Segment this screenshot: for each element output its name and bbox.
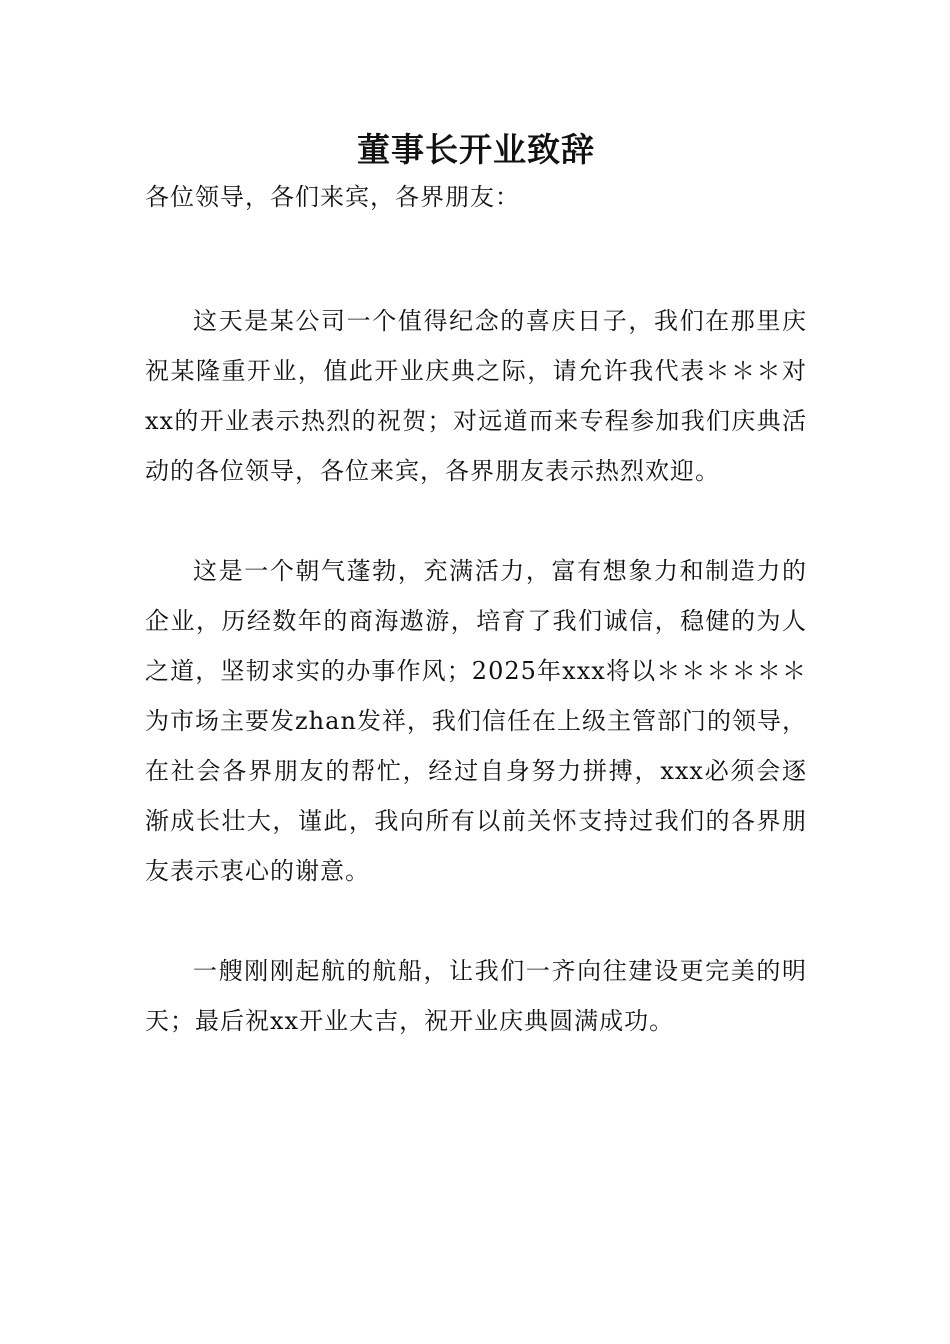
document-title: 董事长开业致辞 [357,130,595,169]
paragraph-closing: 一艘刚刚起航的航船，让我们一齐向往建设更完美的明天；最后祝xx开业大吉，祝开业庆典圆满成功。 [145,957,807,1035]
salutation: 各位领导，各们来宾，各界朋友： [145,183,520,211]
document-body [145,128,807,1046]
paragraph-opening: 这天是某公司一个值得纪念的喜庆日子，我们在那里庆祝某隆重开业，值此开业庆典之际，请允许我代表＊＊＊对xx的开业表示热烈的祝贺；对远道而来专程参加我们庆典活动的各位领导，各位来宾，各界朋友表示热烈欢迎。 [145,307,807,485]
paragraph-company: 这是一个朝气蓬勃，充满活力，富有想象力和制造力的企业，历经数年的商海遨游，培育了我们诚信，稳健的为人之道，坚韧求实的办事作风；2025年xxx将以＊＊＊＊＊＊为市场主要发zhan发祥，我们信任在上级主管部门的领导，在社会各界朋友的帮忙，经过自身努力拼搏，xxx必须会逐渐成长壮大，谨此，我向所有以前关怀支持过我们的各界朋友表示衷心的谢意。 [145,557,807,885]
